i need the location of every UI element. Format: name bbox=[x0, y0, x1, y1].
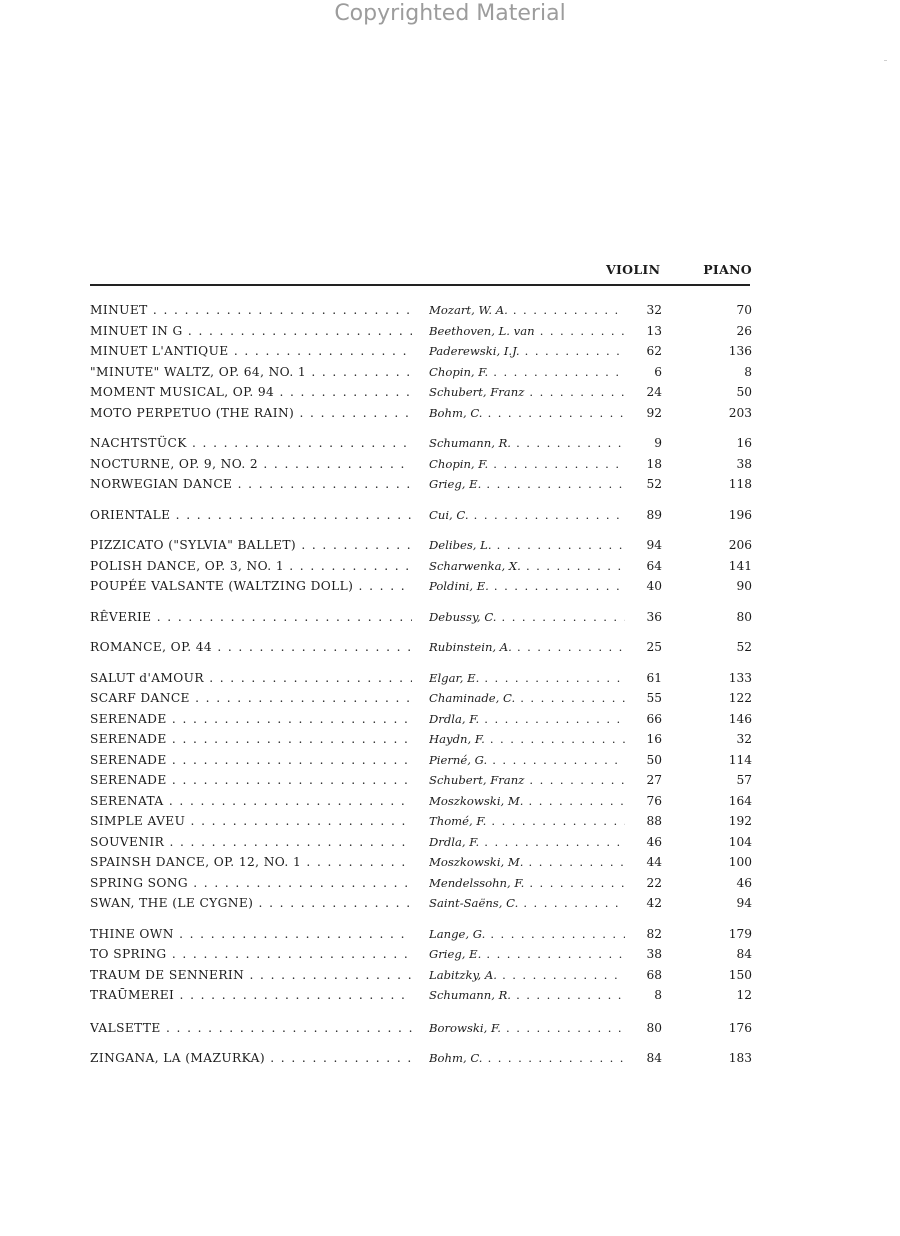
piano-page: 80 bbox=[736, 609, 752, 624]
violin-page: 52 bbox=[646, 477, 662, 491]
toc-entry bbox=[0, 556, 900, 577]
entry-title: MOTO PERPETUO (THE RAIN) . . . bbox=[90, 403, 412, 424]
piano-page: 32 bbox=[736, 732, 752, 746]
violin-page: 88 bbox=[646, 814, 662, 828]
violin-page: 24 bbox=[646, 385, 662, 399]
violin-page: 50 bbox=[646, 752, 662, 767]
piano-page: 16 bbox=[736, 436, 752, 450]
violin-page: 84 bbox=[646, 1051, 662, 1065]
piano-page: 146 bbox=[728, 711, 752, 726]
entry-title: NOCTURNE, OP. 9, NO. 2 . . . bbox=[90, 454, 412, 475]
entry-title: SERENADE . . . bbox=[90, 750, 412, 771]
violin-page: 89 bbox=[646, 507, 662, 522]
toc-entry bbox=[0, 321, 900, 342]
entry-composer: Lange, G. . . . bbox=[429, 924, 625, 945]
entry-composer: Drdla, F. . . . bbox=[429, 709, 625, 730]
toc-entry bbox=[0, 300, 900, 321]
entry-composer: Drdla, F. . . . bbox=[429, 832, 625, 853]
violin-column-header: VIOLIN bbox=[606, 262, 661, 277]
entry-composer: Borowski, F. . . . bbox=[429, 1018, 625, 1039]
toc-entry bbox=[0, 944, 900, 965]
toc-entry bbox=[0, 535, 900, 556]
toc-entry bbox=[0, 852, 900, 873]
violin-page: 92 bbox=[646, 405, 662, 420]
entry-title: ORIENTALE . . . bbox=[90, 505, 412, 526]
entry-composer: Cui, C. . . . bbox=[429, 505, 625, 526]
piano-page: 203 bbox=[728, 405, 752, 420]
toc-entry bbox=[0, 750, 900, 771]
entry-composer: Moszkowski, M. . . . bbox=[429, 852, 625, 873]
toc-entry bbox=[0, 873, 900, 894]
violin-page: 18 bbox=[646, 456, 662, 471]
piano-page: 12 bbox=[736, 988, 752, 1002]
toc-entry bbox=[0, 668, 900, 689]
group-gap bbox=[0, 627, 900, 637]
piano-column-header: PIANO bbox=[703, 262, 752, 277]
entry-title: SALUT d'AMOUR . . . bbox=[90, 668, 412, 689]
toc-entry bbox=[0, 403, 900, 424]
group-gap bbox=[0, 658, 900, 668]
entry-title: ROMANCE, OP. 44 . . . bbox=[90, 637, 412, 658]
entry-title: MOMENT MUSICAL, OP. 94 . . . bbox=[90, 382, 412, 403]
entry-title: TO SPRING . . . bbox=[90, 944, 412, 965]
entry-title: NACHTSTÜCK . . . bbox=[90, 433, 412, 454]
piano-page: 52 bbox=[736, 640, 752, 654]
column-header bbox=[0, 262, 900, 282]
entry-title: NORWEGIAN DANCE . . . bbox=[90, 474, 412, 495]
toc-entry bbox=[0, 433, 900, 454]
violin-page: 27 bbox=[646, 773, 662, 787]
entry-composer: Chopin, F. . . . bbox=[429, 454, 625, 475]
piano-page: 164 bbox=[728, 793, 752, 808]
entry-composer: Schumann, R. . . . bbox=[429, 985, 625, 1006]
violin-page: 8 bbox=[654, 988, 662, 1002]
violin-page: 55 bbox=[646, 691, 662, 705]
piano-page: 8 bbox=[744, 364, 752, 379]
violin-page: 82 bbox=[646, 926, 662, 941]
entry-composer: Chaminade, C. . . . bbox=[429, 688, 625, 709]
violin-page: 9 bbox=[654, 436, 662, 450]
piano-page: 179 bbox=[728, 926, 752, 941]
toc-entry bbox=[0, 341, 900, 362]
piano-page: 38 bbox=[736, 456, 752, 471]
violin-page: 32 bbox=[646, 303, 662, 317]
entry-composer: Rubinstein, A. . . . bbox=[429, 637, 625, 658]
piano-page: 206 bbox=[728, 538, 752, 552]
group-gap bbox=[0, 1006, 900, 1018]
entry-title: SWAN, THE (LE CYGNE) . . . bbox=[90, 893, 412, 914]
entry-title: SOUVENIR . . . bbox=[90, 832, 412, 853]
group-gap bbox=[0, 597, 900, 607]
piano-page: 50 bbox=[736, 385, 752, 399]
toc-entry bbox=[0, 637, 900, 658]
violin-page: 42 bbox=[646, 896, 662, 910]
piano-page: 192 bbox=[728, 814, 752, 828]
piano-page: 133 bbox=[728, 670, 752, 685]
entry-composer: Haydn, F. . . . bbox=[429, 729, 625, 750]
entry-composer: Mozart, W. A. . . . bbox=[429, 300, 625, 321]
toc-entry bbox=[0, 965, 900, 986]
entry-composer: Grieg, E. . . . bbox=[429, 944, 625, 965]
toc-entry bbox=[0, 362, 900, 383]
entry-composer: Moszkowski, M. . . . bbox=[429, 791, 625, 812]
piano-page: 70 bbox=[736, 303, 752, 317]
entry-title: SERENADE . . . bbox=[90, 770, 412, 791]
entry-title: SPAINSH DANCE, OP. 12, NO. 1 . . . bbox=[90, 852, 412, 873]
piano-page: 114 bbox=[728, 752, 752, 767]
piano-page: 136 bbox=[728, 344, 752, 358]
piano-page: 104 bbox=[728, 834, 752, 849]
entry-composer: Elgar, E. . . . bbox=[429, 668, 625, 689]
piano-page: 118 bbox=[728, 477, 752, 491]
entry-composer: Paderewski, I.J. . . . bbox=[429, 341, 625, 362]
toc-entry bbox=[0, 576, 900, 597]
entry-composer: Thomé, F. . . . bbox=[429, 811, 625, 832]
entry-composer: Bohm, C. . . . bbox=[429, 403, 625, 424]
violin-page: 6 bbox=[654, 364, 662, 379]
toc-entry bbox=[0, 505, 900, 526]
toc-entry bbox=[0, 924, 900, 945]
violin-page: 25 bbox=[646, 640, 662, 654]
header-rule bbox=[90, 284, 750, 286]
violin-page: 62 bbox=[646, 344, 662, 358]
entry-title: MINUET . . . bbox=[90, 300, 412, 321]
table-of-contents bbox=[0, 300, 900, 1069]
piano-page: 196 bbox=[728, 507, 752, 522]
piano-page: 46 bbox=[736, 875, 752, 890]
piano-page: 94 bbox=[736, 896, 752, 910]
piano-page: 100 bbox=[728, 855, 752, 869]
toc-entry bbox=[0, 1048, 900, 1069]
entry-composer: Saint-Saëns, C. . . . bbox=[429, 893, 625, 914]
piano-page: 122 bbox=[728, 691, 752, 705]
piano-page: 90 bbox=[736, 579, 752, 593]
watermark-copyrighted-material: Copyrighted Material bbox=[334, 1, 566, 26]
entry-composer: Delibes, L. . . . bbox=[429, 535, 625, 556]
violin-page: 66 bbox=[646, 711, 662, 726]
piano-page: 183 bbox=[728, 1051, 752, 1065]
entry-title: "MINUTE" WALTZ, OP. 64, NO. 1 . . . bbox=[90, 362, 412, 383]
toc-entry bbox=[0, 811, 900, 832]
toc-entry bbox=[0, 688, 900, 709]
entry-title: SCARF DANCE . . . bbox=[90, 688, 412, 709]
entry-title: ZINGANA, LA (MAZURKA) . . . bbox=[90, 1048, 412, 1069]
entry-title: TRAUM DE SENNERIN . . . bbox=[90, 965, 412, 986]
entry-composer: Pierné, G. . . . bbox=[429, 750, 625, 771]
piano-page: 26 bbox=[736, 323, 752, 338]
group-gap bbox=[0, 1038, 900, 1048]
entry-title: MINUET IN G . . . bbox=[90, 321, 412, 342]
entry-composer: Schumann, R. . . . bbox=[429, 433, 625, 454]
violin-page: 76 bbox=[646, 793, 662, 808]
entry-composer: Scharwenka, X. . . . bbox=[429, 556, 625, 577]
toc-entry bbox=[0, 832, 900, 853]
violin-page: 22 bbox=[646, 875, 662, 890]
piano-page: 84 bbox=[736, 947, 752, 961]
piano-page: 141 bbox=[728, 558, 752, 573]
entry-title: THINE OWN . . . bbox=[90, 924, 412, 945]
entry-composer: Schubert, Franz . . . bbox=[429, 770, 625, 791]
entry-composer: Poldini, E. . . . bbox=[429, 576, 625, 597]
edge-mark bbox=[884, 60, 887, 61]
violin-page: 80 bbox=[646, 1020, 662, 1035]
entry-title: PIZZICATO ("SYLVIA" BALLET) . . . bbox=[90, 535, 412, 556]
entry-title: POLISH DANCE, OP. 3, NO. 1 . . . bbox=[90, 556, 412, 577]
entry-title: SERENADE . . . bbox=[90, 709, 412, 730]
entry-title: MINUET L'ANTIQUE . . . bbox=[90, 341, 412, 362]
violin-page: 38 bbox=[646, 947, 662, 961]
entry-composer: Mendelssohn, F. . . . bbox=[429, 873, 625, 894]
toc-entry bbox=[0, 607, 900, 628]
violin-page: 94 bbox=[646, 538, 662, 552]
piano-page: 176 bbox=[728, 1020, 752, 1035]
toc-entry bbox=[0, 454, 900, 475]
piano-page: 57 bbox=[736, 773, 752, 787]
entry-title: SERENADE . . . bbox=[90, 729, 412, 750]
toc-entry bbox=[0, 893, 900, 914]
entry-composer: Debussy, C. . . . bbox=[429, 607, 625, 628]
toc-entry bbox=[0, 729, 900, 750]
toc-entry bbox=[0, 709, 900, 730]
violin-page: 16 bbox=[646, 732, 662, 746]
entry-composer: Schubert, Franz . . . bbox=[429, 382, 625, 403]
entry-composer: Bohm, C. . . . bbox=[429, 1048, 625, 1069]
violin-page: 68 bbox=[646, 967, 662, 982]
entry-composer: Labitzky, A. . . . bbox=[429, 965, 625, 986]
entry-title: SPRING SONG . . . bbox=[90, 873, 412, 894]
toc-entry bbox=[0, 770, 900, 791]
entry-title: RÊVERIE . . . bbox=[90, 607, 412, 628]
group-gap bbox=[0, 495, 900, 505]
group-gap bbox=[0, 914, 900, 924]
toc-entry bbox=[0, 1018, 900, 1039]
entry-composer: Beethoven, L. van . . . bbox=[429, 321, 625, 342]
entry-title: SERENATA . . . bbox=[90, 791, 412, 812]
piano-page: 150 bbox=[728, 967, 752, 982]
entry-title: TRAŪMEREI . . . bbox=[90, 985, 412, 1006]
toc-entry bbox=[0, 382, 900, 403]
violin-page: 64 bbox=[646, 558, 662, 573]
group-gap bbox=[0, 525, 900, 535]
violin-page: 36 bbox=[646, 609, 662, 624]
violin-page: 40 bbox=[646, 579, 662, 593]
violin-page: 13 bbox=[646, 323, 662, 338]
toc-entry bbox=[0, 791, 900, 812]
group-gap bbox=[0, 423, 900, 433]
violin-page: 44 bbox=[646, 855, 662, 869]
entry-composer: Grieg, E. . . . bbox=[429, 474, 625, 495]
toc-entry bbox=[0, 985, 900, 1006]
entry-title: VALSETTE . . . bbox=[90, 1018, 412, 1039]
entry-composer: Chopin, F. . . . bbox=[429, 362, 625, 383]
violin-page: 46 bbox=[646, 834, 662, 849]
violin-page: 61 bbox=[646, 670, 662, 685]
entry-title: SIMPLE AVEU . . . bbox=[90, 811, 412, 832]
entry-title: POUPÉE VALSANTE (WALTZING DOLL) . . . bbox=[90, 576, 412, 597]
toc-entry bbox=[0, 474, 900, 495]
